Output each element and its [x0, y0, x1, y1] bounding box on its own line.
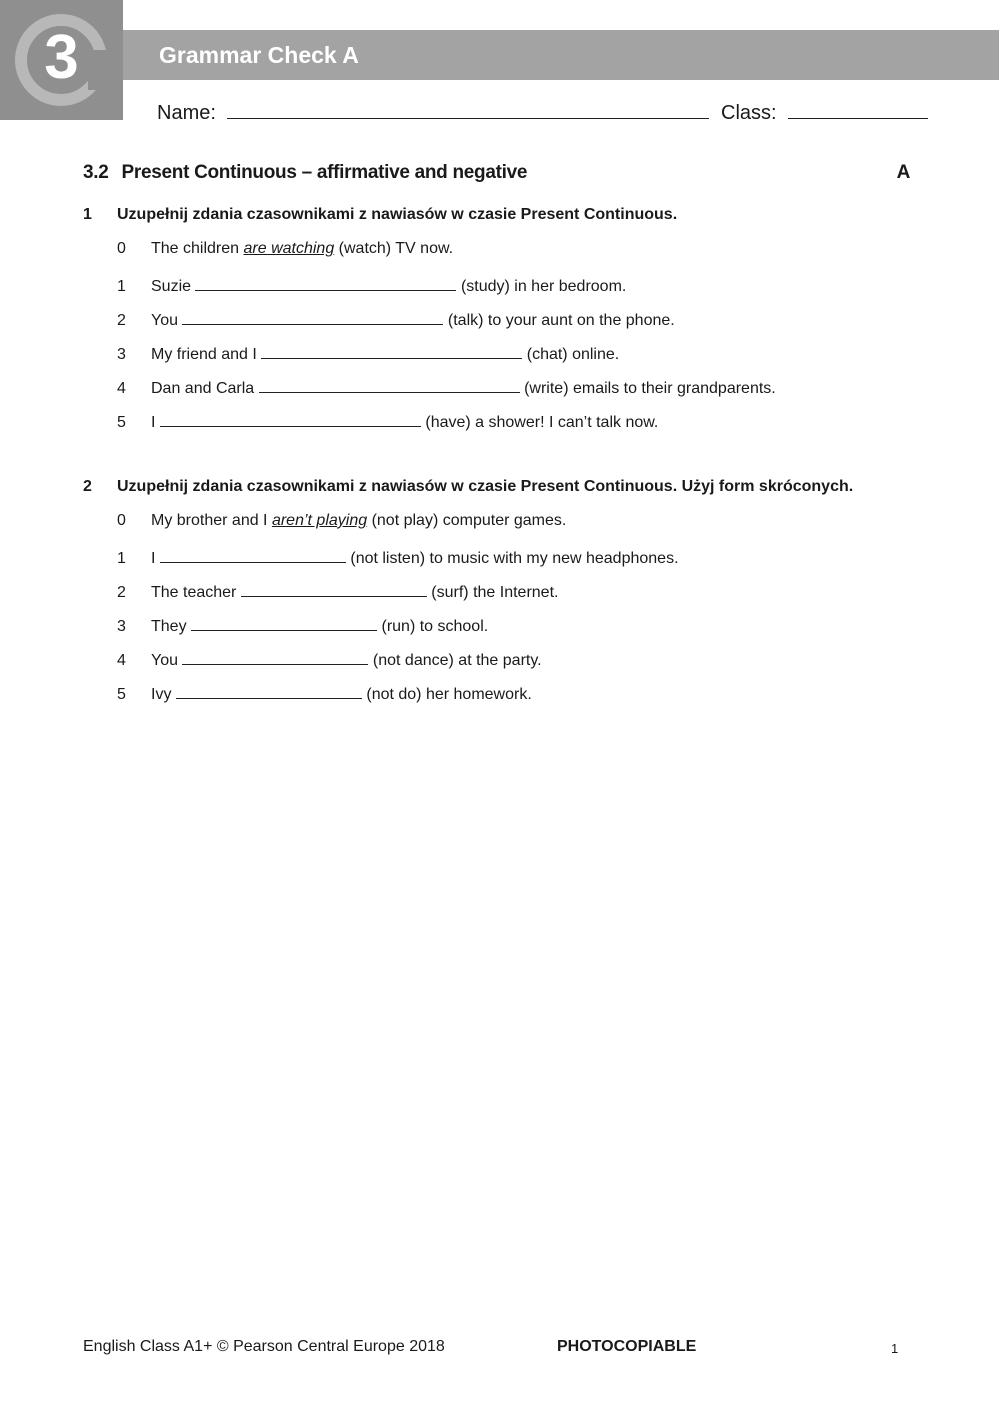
name-blank[interactable]: [227, 98, 709, 119]
item-text-after: (not dance) at the party.: [372, 652, 542, 669]
item-text-after: (surf) the Internet.: [431, 584, 559, 601]
item-text-before: Dan and Carla: [151, 380, 255, 397]
header-bar: [123, 30, 999, 80]
section-version: A: [896, 162, 910, 183]
item-text-after: (talk) to your aunt on the phone.: [447, 312, 675, 329]
item-text-before: I: [151, 414, 156, 431]
item-text-before: My brother and I: [151, 512, 268, 529]
item-text-before: The teacher: [151, 584, 237, 601]
answer-blank[interactable]: [176, 682, 362, 699]
list-item: [117, 240, 453, 258]
item-text-before: They: [151, 618, 187, 635]
answer-blank[interactable]: [160, 410, 421, 427]
item-number: 3: [117, 346, 126, 363]
answer-blank[interactable]: [182, 648, 368, 665]
item-number: 4: [117, 380, 126, 397]
list-item: [117, 648, 542, 670]
item-number: 2: [117, 584, 126, 601]
exercise-2-instruction: [83, 478, 853, 496]
item-number: 1: [117, 278, 126, 295]
item-number: 4: [117, 652, 126, 669]
class-blank[interactable]: [788, 98, 928, 119]
answer-blank[interactable]: [241, 580, 427, 597]
item-text-before: Ivy: [151, 686, 172, 703]
list-item: [117, 274, 626, 296]
item-number: 5: [117, 686, 126, 703]
example-answer: are watching: [243, 240, 335, 257]
answer-blank[interactable]: [160, 546, 346, 563]
answer-blank[interactable]: [259, 376, 520, 393]
section-title: Present Continuous – affirmative and negative: [121, 162, 528, 183]
item-text-before: Suzie: [151, 278, 192, 295]
class-label: Class:: [721, 102, 777, 124]
footer-copyright: English Class A1+ © Pearson Central Europe 2018: [83, 1338, 445, 1355]
page-number: 1: [891, 1341, 899, 1356]
item-text-after: (not listen) to music with my new headphones.: [350, 550, 679, 567]
item-number: 2: [117, 312, 126, 329]
exercise-number: 2: [83, 478, 92, 495]
item-text-before: The children: [151, 240, 240, 257]
page-title: Grammar Check A: [159, 42, 359, 68]
item-text-after: (study) in her bedroom.: [460, 278, 627, 295]
list-item: [117, 376, 776, 398]
answer-blank[interactable]: [261, 342, 522, 359]
item-number: 5: [117, 414, 126, 431]
section-heading: [83, 162, 910, 184]
list-item: [117, 410, 658, 432]
list-item: [117, 308, 675, 330]
example-answer: aren’t playing: [271, 512, 368, 529]
answer-blank[interactable]: [182, 308, 443, 325]
item-text-after: (not do) her homework.: [366, 686, 532, 703]
item-number: 0: [117, 240, 126, 257]
instruction-text: Uzupełnij zdania czasownikami z nawiasów w czasie Present Continuous. Użyj form skróconych.: [117, 478, 854, 495]
item-number: 0: [117, 512, 126, 529]
instruction-text: Uzupełnij zdania czasownikami z nawiasów w czasie Present Continuous.: [117, 206, 678, 223]
item-text-before: You: [151, 652, 178, 669]
item-text-after: (have) a shower! I can’t talk now.: [425, 414, 659, 431]
item-text-after: (chat) online.: [526, 346, 620, 363]
exercise-number: 1: [83, 206, 92, 223]
section-number: 3.2: [83, 162, 109, 183]
item-text-before: My friend and I: [151, 346, 257, 363]
name-label: Name:: [157, 102, 216, 124]
item-number: 1: [117, 550, 126, 567]
item-text-before: You: [151, 312, 178, 329]
list-item: [117, 614, 488, 636]
item-text-after: (run) to school.: [381, 618, 489, 635]
answer-blank[interactable]: [191, 614, 377, 631]
item-number: 3: [117, 618, 126, 635]
list-item: [117, 580, 558, 602]
item-text-after: (not play) computer games.: [371, 512, 567, 529]
list-item: [117, 546, 679, 568]
item-text-after: (write) emails to their grandparents.: [524, 380, 776, 397]
item-text-before: I: [151, 550, 156, 567]
item-text-after: (watch) TV now.: [338, 240, 454, 257]
list-item: [117, 512, 566, 530]
list-item: [117, 682, 532, 704]
unit-badge: [0, 0, 123, 120]
exercise-1-instruction: [83, 206, 677, 224]
list-item: [117, 342, 619, 364]
answer-blank[interactable]: [195, 274, 456, 291]
name-class-row: [157, 98, 928, 125]
unit-number: 3: [44, 23, 79, 92]
footer-photocopiable: PHOTOCOPIABLE: [557, 1338, 697, 1355]
